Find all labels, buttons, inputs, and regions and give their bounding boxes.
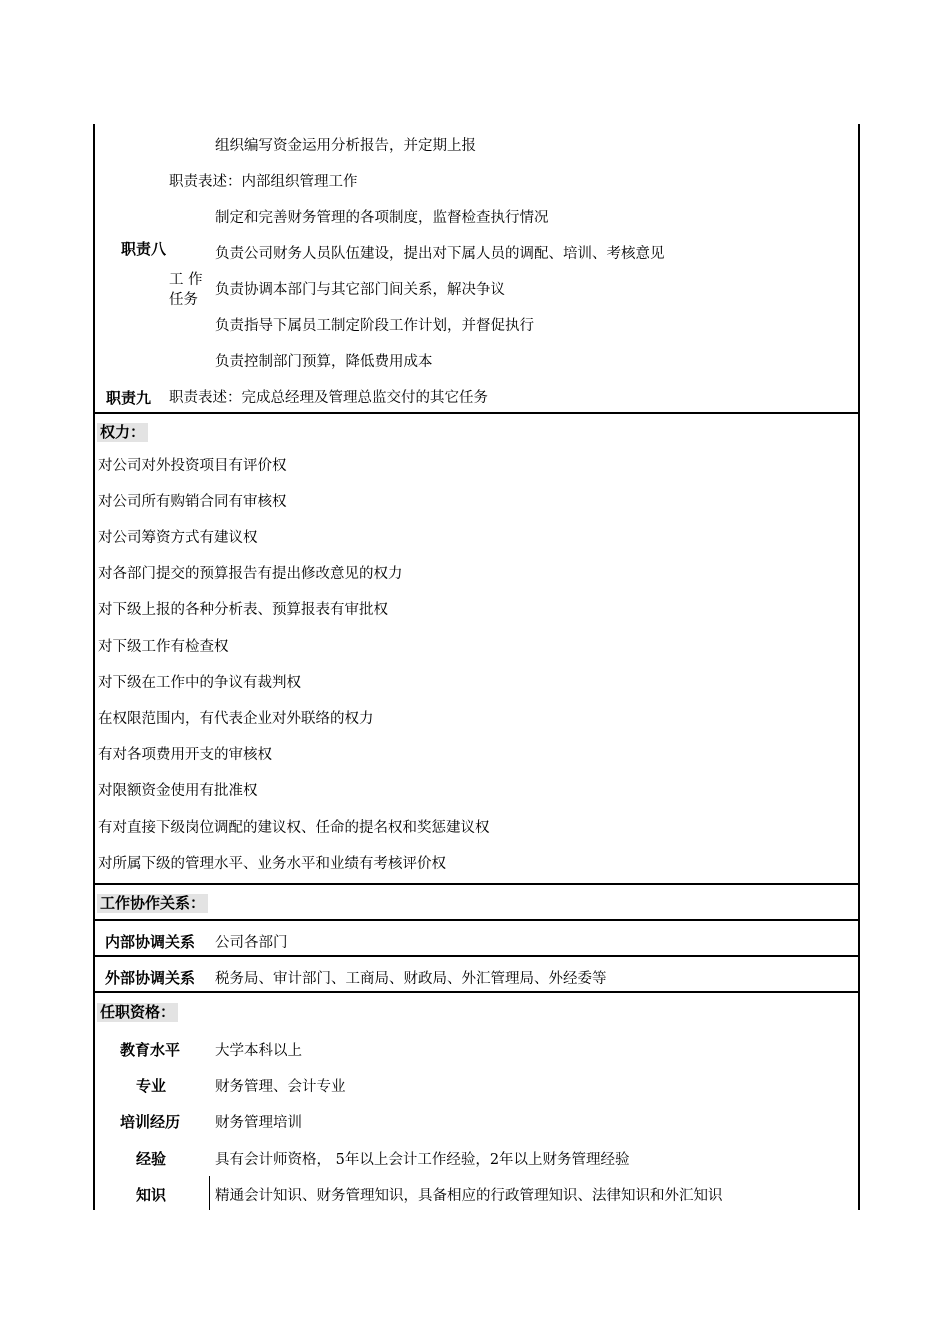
experience-label: 经验 bbox=[136, 1150, 167, 1168]
authority-heading: 权力： bbox=[97, 423, 148, 442]
duty8-task: 负责控制部门预算，降低费用成本 bbox=[215, 354, 433, 370]
section-divider bbox=[95, 412, 858, 414]
training-label: 培训经历 bbox=[120, 1113, 181, 1131]
authority-item: 对所属下级的管理水平、业务水平和业绩有考核评价权 bbox=[98, 856, 446, 872]
authority-item: 在权限范围内，有代表企业对外联络的权力 bbox=[98, 711, 374, 727]
knowledge-label: 知识 bbox=[136, 1186, 167, 1204]
section-divider bbox=[95, 991, 858, 993]
training-value: 财务管理培训 bbox=[215, 1115, 302, 1131]
authority-item: 有对各项费用开支的审核权 bbox=[98, 747, 272, 763]
duty9-label: 职责九 bbox=[106, 389, 152, 407]
duty9-statement: 职责表述：完成总经理及管理总监交付的其它任务 bbox=[169, 390, 488, 406]
internal-coordination-label: 内部协调关系 bbox=[105, 933, 196, 951]
duty8-label-text: 职责八 bbox=[121, 240, 167, 258]
authority-item: 对各部门提交的预算报告有提出修改意见的权力 bbox=[98, 566, 403, 582]
authority-item: 有对直接下级岗位调配的建议权、任命的提名权和奖惩建议权 bbox=[98, 820, 490, 836]
duty8-task: 负责公司财务人员队伍建设，提出对下属人员的调配、培训、考核意见 bbox=[215, 246, 665, 262]
knowledge-value: 精通会计知识、财务管理知识，具备相应的行政管理知识、法律知识和外汇知识 bbox=[215, 1188, 723, 1204]
section-divider bbox=[95, 955, 858, 957]
duty8-task: 制定和完善财务管理的各项制度，监督检查执行情况 bbox=[215, 210, 549, 226]
duty8-task-label-2: 任务 bbox=[169, 292, 198, 308]
duty8-label bbox=[121, 240, 167, 259]
major-label: 专业 bbox=[136, 1077, 167, 1095]
cooperation-heading: 工作协作关系： bbox=[97, 894, 208, 913]
duty8-task: 负责协调本部门与其它部门间关系，解决争议 bbox=[215, 282, 505, 298]
education-value: 大学本科以上 bbox=[215, 1043, 302, 1059]
authority-item: 对限额资金使用有批准权 bbox=[98, 783, 258, 799]
authority-item: 对下级工作有检查权 bbox=[98, 639, 229, 655]
authority-item: 对公司所有购销合同有审核权 bbox=[98, 494, 287, 510]
internal-coordination-value: 公司各部门 bbox=[215, 935, 288, 951]
authority-item: 对下级上报的各种分析表、预算报表有审批权 bbox=[98, 602, 388, 618]
section-divider bbox=[95, 919, 858, 921]
external-coordination-value: 税务局、审计部门、工商局、财政局、外汇管理局、外经委等 bbox=[215, 971, 607, 987]
authority-item: 对下级在工作中的争议有裁判权 bbox=[98, 675, 301, 691]
duty8-task: 负责指导下属员工制定阶段工作计划，并督促执行 bbox=[215, 318, 534, 334]
experience-value: 具有会计师资格， 5年以上会计工作经验，2年以上财务管理经验 bbox=[215, 1152, 630, 1168]
section-divider bbox=[95, 883, 858, 885]
major-value: 财务管理、会计专业 bbox=[215, 1079, 346, 1095]
duty8-task-label-1: 工 作 bbox=[169, 272, 203, 288]
authority-item: 对公司筹资方式有建议权 bbox=[98, 530, 258, 546]
authority-item: 对公司对外投资项目有评价权 bbox=[98, 458, 287, 474]
duty-task-line: 组织编写资金运用分析报告，并定期上报 bbox=[215, 138, 476, 154]
external-coordination-label: 外部协调关系 bbox=[105, 969, 196, 987]
qualifications-heading: 任职资格： bbox=[97, 1003, 178, 1022]
education-label: 教育水平 bbox=[120, 1041, 181, 1059]
job-description-sheet bbox=[93, 124, 860, 1210]
duty8-statement: 职责表述：内部组织管理工作 bbox=[169, 174, 358, 190]
knowledge-cell-border bbox=[209, 1176, 210, 1210]
